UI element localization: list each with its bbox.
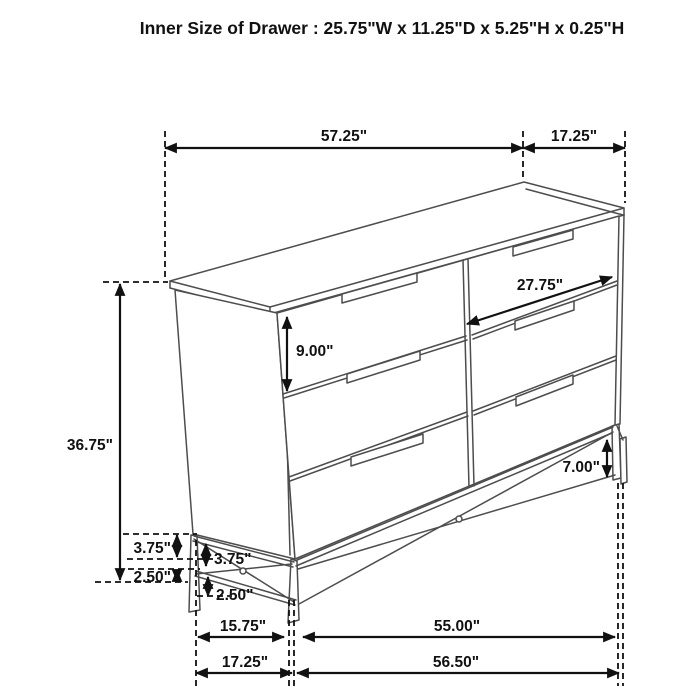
label-base-side-span: 15.75" [219,618,267,635]
diagram-title: Inner Size of Drawer : 25.75"W x 11.25"D x 5.25"H x 0.25"H [139,18,625,38]
label-base-front-span: 55.00" [433,618,481,635]
label-base-lower-front: 2.50" [216,587,254,604]
label-overall-height: 36.75" [66,437,113,454]
dim-base-side-span [198,618,284,637]
label-drawer-width: 27.75" [516,277,564,294]
brace-joint-left [240,568,246,574]
dim-top-depth [523,128,625,148]
brace-joint-front [456,516,462,522]
label-floor-front-span: 56.50" [432,654,480,671]
label-top-width: 57.25" [320,128,368,145]
label-top-depth: 17.25" [550,128,598,145]
label-floor-side-span: 17.25" [221,654,269,671]
dresser-left-panel [175,290,295,559]
label-leg-height: 7.00" [562,459,600,476]
label-drawer-face-height: 9.00" [296,343,334,360]
dim-overall-height [67,282,188,582]
dim-base-lower-front [197,577,254,604]
dim-base-front-span [303,618,615,637]
label-base-upper-left: 3.75" [133,540,171,557]
label-base-upper-front: 3.75" [214,551,252,568]
dim-floor-side-span [196,654,292,673]
dim-floor-front-span [297,654,619,673]
leg-rear-right [620,437,627,484]
dim-base-upper-front [206,544,252,568]
label-base-lower-left: 2.50" [133,569,171,586]
